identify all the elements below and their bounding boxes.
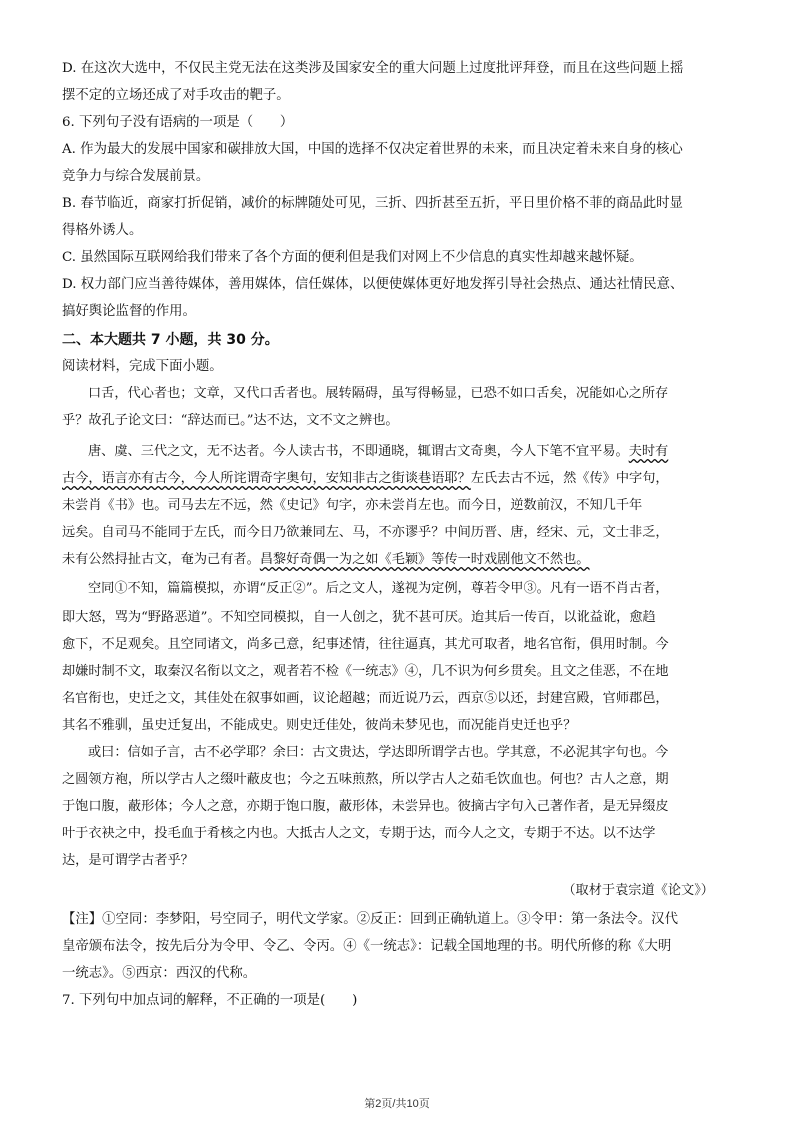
q6-option-a-line1: A. 作为最大的发展中国家和碳排放大国，中国的选择不仅决定着世界的未来，而且决定着未来自身的核心 xyxy=(62,142,683,157)
passage-p2-text: 唐、虞、三代之文，无不达者。今人读古书，不即通晓，辄谓古文奇奥，今人下笔不宜平易。 xyxy=(88,444,629,459)
q5-option-d-line1: D. 在这次大选中，不仅民主党无法在这类涉及国家安全的重大问题上过度批评拜登，而且在这些问题上摇 xyxy=(62,61,684,76)
section-heading: 二、本大题共 7 小题，共 30 分。 xyxy=(62,332,279,348)
passage-p3-line3: 愈下，不足观矣。且空同诸文，尚多己意，纪事述情，往往逼真，其尤可取者，地名官衔，俱用时制。今 xyxy=(62,637,669,652)
page-number: 第2页/共10页 xyxy=(364,1098,430,1110)
underlined-sentence-2: 昌黎好奇偶一为之如《毛颖》等传一时戏剧他文不然也。 xyxy=(259,552,590,567)
passage-p3-line2: 即大怒，骂为“野路恶道”。不知空同模拟，自一人创之，犹不甚可厌。迨其后一传百，以讹益讹，愈趋 xyxy=(62,610,656,625)
notes-line2: 皇帝颁布法令，按先后分为令甲、令乙、令丙。④《一统志》：记载全国地理的书。明代所修的称《大明 xyxy=(62,939,672,954)
passage-p4-line2: 之圆领方袍，所以学古人之缀叶蔽皮也；今之五味煎熬，所以学古人之茹毛饮血也。何也？古人之意，期 xyxy=(62,772,669,787)
underlined-sentence-end: 古今，语言亦有古今，今人所诧谓奇字奥句，安知非古之街谈巷语耶？ xyxy=(62,471,471,486)
q6-option-b-line1: B. 春节临近，商家打折促销，减价的标牌随处可见，三折、四折甚至五折，平日里价格不菲的商品此时显 xyxy=(62,196,683,211)
passage-p4-line4: 叶于衣袂之中，投毛血于肴核之内也。大抵古人之文，专期于达，而今人之文，专期于不达。以不达学 xyxy=(62,826,656,841)
passage-p3-line5: 名官衔也，史迁之文，其佳处在叙事如画，议论超越；而近说乃云，西京⑤以还，封建宫殿，官师郡邑， xyxy=(62,691,669,706)
section-intro: 阅读材料，完成下面小题。 xyxy=(62,359,223,374)
q7-stem: 7. 下列句中加点词的解释，不正确的一项是( ) xyxy=(62,993,358,1008)
passage-p4-line3: 于饱口腹，蔽形体；今人之意，亦期于饱口腹，蔽形体，未尝异也。彼摘古字句入己著作者，是无异缀皮 xyxy=(62,799,669,814)
passage-p4-line5: 达，是可谓学古者乎？ xyxy=(62,853,194,868)
q6-option-d-line1: D. 权力部门应当善待媒体，善用媒体，信任媒体，以便使媒体更好地发挥引导社会热点、通达社情民意、 xyxy=(62,277,684,292)
passage-p2-line2 xyxy=(62,470,669,488)
q5-option-d-line2: 摆不定的立场还成了对手攻击的靶子。 xyxy=(62,88,290,103)
passage-p3-line1: 空同①不知，篇篇模拟，亦谓“反正②”。后之文人，遂视为定例，尊若令甲③。凡有一语不肖古者， xyxy=(88,581,669,596)
passage-p1-line1: 口舌，代心者也；文章，又代口舌者也。展转隔碍，虽写得畅显，已恐不如口舌矣，况能如心之所存 xyxy=(88,386,669,401)
passage-p2-text: 未有公然挦扯古文，奄为己有者。 xyxy=(62,552,260,567)
passage-p3-line6: 其名不雅驯，虽史迁复出，不能成史。则史迁佳处，彼尚未梦见也，而况能肖史迁也乎？ xyxy=(62,718,577,733)
q6-option-a-line2: 竞争力与综合发展前景。 xyxy=(62,169,210,184)
q6-option-b-line2: 得格外诱人。 xyxy=(62,223,143,238)
passage-source: （取材于袁宗道《论文》） xyxy=(562,883,714,898)
passage-p2-line5 xyxy=(62,551,590,569)
q6-stem: 6. 下列句子没有语病的一项是（ ） xyxy=(62,115,294,130)
passage-p2-line4: 远矣。自司马不能同于左氏，而今日乃欲兼同左、马，不亦谬乎？中间历晋、唐，经宋、元，文士非乏， xyxy=(62,525,669,540)
passage-p2-line3: 未尝肖《书》也。司马去左不远，然《史记》句字，亦未尝肖左也。而今日，逆数前汉，不知几千年 xyxy=(62,498,643,513)
underlined-sentence-start: 夫时有 xyxy=(628,444,669,459)
notes-line3: 一统志》。⑤西京：西汉的代称。 xyxy=(62,966,257,981)
passage-p2-text: 左氏去古不远，然《传》中字句， xyxy=(470,471,669,486)
passage-p3-line4: 却嫌时制不文，取秦汉名衔以文之，观者若不检《一统志》④，几不识为何乡贯矣。且文之佳恶，不在地 xyxy=(62,664,669,679)
passage-p2-line1 xyxy=(88,443,668,461)
passage-p1-line2: 乎？故孔子论文曰：“辞达而已。”达不达，文不文之辨也。 xyxy=(62,413,399,428)
notes-line1: 【注】①空同：李梦阳，号空同子，明代文学家。②反正：回到正确轨道上。③令甲：第一条法令。汉代 xyxy=(62,912,678,927)
q6-option-c: C. 虽然国际互联网给我们带来了各个方面的便利但是我们对网上不少信息的真实性却越来越怀疑。 xyxy=(62,250,643,265)
q6-option-d-line2: 搞好舆论监督的作用。 xyxy=(62,304,196,319)
passage-p4-line1: 或曰：信如子言，古不必学耶？余曰：古文贵达，学达即所谓学古也。学其意，不必泥其字句也。今 xyxy=(88,745,669,760)
